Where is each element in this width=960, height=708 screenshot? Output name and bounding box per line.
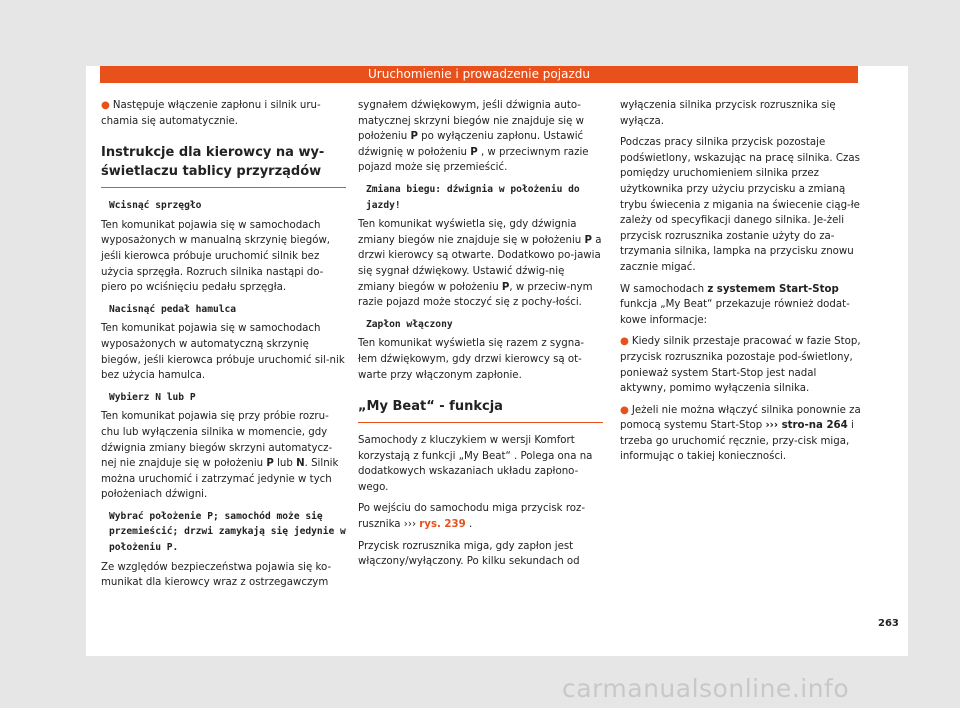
message-text-gear-change: Ten komunikat wyświetla się, gdy dźwignia zmiany biegów nie znajduje się w położeniu P a drzwi kierowcy są otwarte. Dodatkowo po-jawia się sygnał dźwiękowy. Ustawić dźwig-nię zmiany biegów w położeniu P, w przeciw-nym razie pojazd może stoczyć się z pochy-łości. xyxy=(358,219,602,309)
lit-text: Podczas pracy silnika przycisk pozostaje podświetlony, wskazując na pracę silnika. Czas pomiędzy uruchomieniem silnika przez użytkownika przy użyciu przycisku a zmianą trybu świecenia z migania na świecenie ciąg-łe zależy od specyfikacji danego silnika. Je-żeli przycisk rozrusznika zostanie użyty do za-trzymania silnika, lampka na przycisku znowu zacznie migać. xyxy=(620,137,860,273)
column-1 xyxy=(101,98,346,597)
chapter-header xyxy=(100,66,858,83)
continued-text-col3: wyłączenia silnika przycisk rozrusznika się wyłącza. xyxy=(620,100,836,127)
message-title-gear-change: Zmiana biegu: dźwignia w położeniu do jazdy! xyxy=(366,183,580,211)
section-title-my-beat: „My Beat“ - funkcja xyxy=(358,397,603,423)
message-text-clutch: Ten komunikat pojawia się w samochodach wyposażonych w manualną skrzynię biegów, jeśli kierowca próbuje uruchomić silnik bez użycia sprzęgła. Rozruch silnika nastąpi do-piero po wciśnięciu pedału sprzęgła. xyxy=(101,219,331,294)
message-title-clutch: Wcisnąć sprzęgło xyxy=(109,200,202,212)
figure-reference-text: Po wejściu do samochodu miga przycisk roz-rusznika ››› rys. 239 . xyxy=(358,503,586,531)
message-title-select-n-p: Wybierz N lub P xyxy=(109,391,196,403)
message-text-select-p: Ze względów bezpieczeństwa pojawia się ko-munikat dla kierowcy wraz z ostrzegawczym xyxy=(101,561,332,589)
message-title-ignition-on: Zapłon włączony xyxy=(366,318,453,330)
bullet-dot-icon: ● xyxy=(620,336,629,348)
message-text-brake: Ten komunikat pojawia się w samochodach wyposażonych w automatyczną skrzynię biegów, jeśli kierowca próbuje uruchomić sil-nik bez użycia hamulca. xyxy=(101,323,345,382)
chapter-title: Uruchomienie i prowadzenie pojazdu xyxy=(368,67,590,81)
my-beat-text: Samochody z kluczykiem w wersji Komfort korzystają z funkcji „My Beat“ . Polega ona na dodatkowych wskazaniach układu zapłono-wego. xyxy=(358,435,593,493)
message-text-select-n-p: Ten komunikat pojawia się przy próbie rozru-chu lub wyłączenia silnika w momencie, gdy dźwignia zmiany biegów skrzyni automatycz-nej nie znajduje się w położeniu P lub N. Silnik można uruchomić i zatrzymać jedynie w tych położeniach dźwigni. xyxy=(101,411,339,501)
bullet-dot-icon: ● xyxy=(620,404,629,416)
page-number: 263 xyxy=(878,618,899,629)
bullet-item-2: ● Jeżeli nie można włączyć silnika ponownie za pomocą systemu Start-Stop ››› stro-na 264 i trzeba go uruchomić ręcznie, przy-cisk miga, informując o takiej konieczności. xyxy=(620,404,861,463)
intro-bullet: ● Następuje włączenie zapłonu i silnik uru-chamia się automatycznie. xyxy=(101,100,321,127)
figure-link[interactable]: rys. 239 xyxy=(419,519,466,531)
page-link[interactable]: ››› stro-na 264 xyxy=(765,420,848,432)
message-title-select-p: Wybrać położenie P; samochód może się przemieścić; drzwi zamykają się jedynie w położeniu P. xyxy=(109,510,346,554)
start-stop-text: W samochodach z systemem Start-Stop funkcja „My Beat“ przekazuje również dodat-kowe informacje: xyxy=(620,283,850,326)
column-3 xyxy=(620,98,865,471)
blink-text: Przycisk rozrusznika miga, gdy zapłon jest włączony/wyłączony. Po kilku sekundach od xyxy=(358,540,580,568)
bullet-item-1: ● Kiedy silnik przestaje pracować w fazie Stop, przycisk rozrusznika pozostaje pod-świetlony, ponieważ system Start-Stop jest nadal aktywny, pomimo wyłączenia silnika. xyxy=(620,336,861,395)
column-2 xyxy=(358,98,603,576)
continued-text: sygnałem dźwiękowym, jeśli dźwignia auto-matycznej skrzyni biegów nie znajduje się w położeniu P po wyłączeniu zapłonu. Ustawić dźwignię w położeniu P , w przeciwnym razie pojazd może się przemieścić. xyxy=(358,100,589,174)
message-title-brake: Nacisnąć pedał hamulca xyxy=(109,303,237,315)
watermark: carmanualsonline.info xyxy=(562,674,850,703)
message-text-ignition-on: Ten komunikat wyświetla się razem z sygna-łem dźwiękowym, gdy drzwi kierowcy są ot-warte przy włączonym zapłonie. xyxy=(358,338,585,381)
bullet-dot-icon: ● xyxy=(101,100,110,111)
section-title-driver-instructions: Instrukcje dla kierowcy na wy-świetlaczu tablicy przyrządów xyxy=(101,143,346,188)
